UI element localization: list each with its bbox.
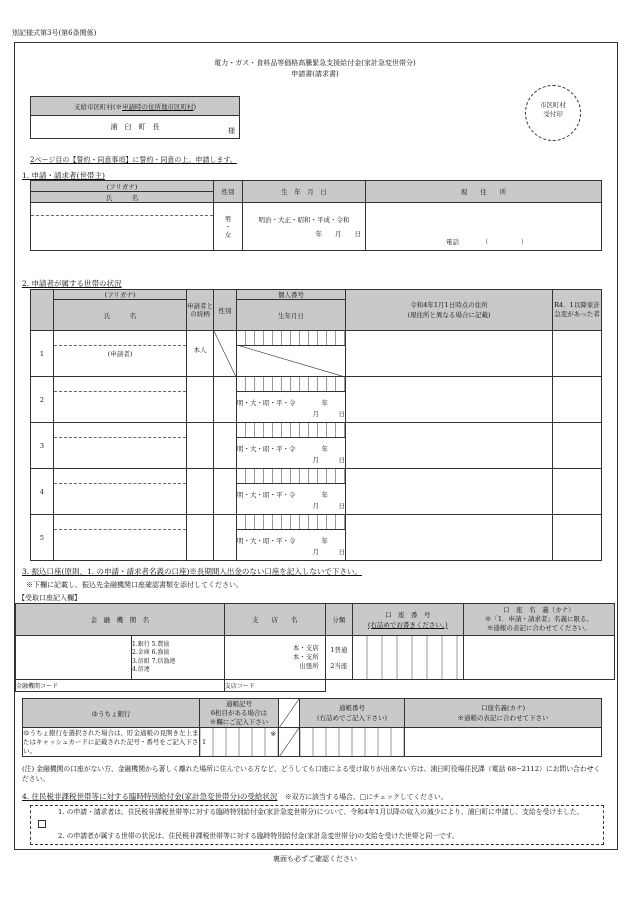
yucho-slash [279,728,300,757]
member-gender[interactable] [214,423,237,469]
branch-code-field[interactable]: 支店コード [224,680,325,692]
bank-code-field[interactable]: 金融機関コード [16,680,225,692]
member-gender[interactable] [214,331,237,377]
intro-text: 2ページ目の【誓約・同意事項】に誓約・同意の上、申請します。 [30,156,237,164]
member-id[interactable]: 明・大・昭・平・令 年 月 日 [237,469,346,515]
applicant-name-field[interactable] [31,203,214,251]
row-number: 5 [31,515,54,561]
applicant-dob[interactable]: 明治・大正・昭和・平成・令和 年 月 日 [243,203,366,251]
footer-note: 裏面も必ずご確認ください [273,855,357,863]
member-change[interactable] [553,377,602,423]
section1-title: 1. 申請・請求者(世帯主) [22,171,105,180]
section2-title: 2. 申請者が属する世帯の状況 [22,279,122,288]
member-id[interactable]: 明・大・昭・平・令 年 月 日 [237,515,346,561]
member-address[interactable] [346,515,553,561]
yucho-number-field[interactable] [300,728,405,757]
member-change[interactable] [553,331,602,377]
account-number-field[interactable] [352,636,463,680]
checkbox[interactable] [38,820,46,828]
applicant-table: (フリガナ) 性別 生 年 月 日 現 住 所 氏 名 男 ・ 女 明治・大正・昭和・平成・令和 年 月 日 電話 （ ） [30,180,602,251]
row-number: 1 [31,331,54,377]
applicant-gender[interactable]: 男 ・ 女 [214,203,243,251]
section3-note: ※下欄に記載し、振込先金融機関口座確認書類を添付してください。 [26,581,243,589]
member-relation[interactable] [187,377,214,423]
account-type-options[interactable]: 1普通 2当座 [325,636,352,680]
yucho-symbol-field[interactable]: 1 ※ [200,728,279,757]
member-relation[interactable] [187,469,214,515]
member-id[interactable] [237,331,346,377]
recipient-field[interactable]: 浦 臼 町 長 様 [31,116,240,139]
section3-sub: 【受取口座記入欄】 [18,594,81,602]
yucho-holder-field[interactable] [405,728,602,757]
bank-name-field[interactable] [16,636,132,680]
form-title: 電力・ガス・食料品等価格高騰緊急支援給付金(家計急変世帯分) 申請書(請求書) [214,59,416,78]
section4-line2: 2. の申請者が属する世帯の状況は、住民税非課税世帯等に対する臨時特別給付金(家計急変世帯分)の支給を受けた世帯と同一です。 [58,832,459,840]
recipient-label: 支給市区町村(※申請時の住所地市区町村) [31,97,240,116]
member-change[interactable] [553,423,602,469]
stamp-label: 受付印 [543,110,563,118]
yucho-slash [279,699,300,728]
member-address[interactable] [346,331,553,377]
form-number: 別記様式第3号(第6条関係) [12,29,97,37]
member-id[interactable]: 明・大・昭・平・令 年 月 日 [237,423,346,469]
member-name-field[interactable] [54,423,187,469]
row-number: 2 [31,377,54,423]
member-address[interactable] [346,377,553,423]
member-relation[interactable] [187,423,214,469]
yucho-note: ゆうちょ銀行を選択された場合は、貯金通帳の見開き左上またはキャッシュカードに記載された記号・番号をご記入下さい。 [23,728,199,755]
member-address[interactable] [346,469,553,515]
section3-title: 3. 振込口座(原則、1. の申請・請求者名義の口座)※長期間入出金のない口座を記入しないで下さい。 [22,567,362,576]
member-gender[interactable] [214,515,237,561]
applicant-address[interactable]: 電話 （ ） [366,203,602,251]
row-number: 4 [31,469,54,515]
member-gender[interactable] [214,377,237,423]
bank-table: 金 融 機 関 名 支 店 名 分類 口 座 番 号 (右詰めでお書きください。) 口 座 名 義（カナ） ※「1．申請・請求者」名義に限る。 ※通帳の表記に合わせてください。 1.銀行 5.農協 2.金庫 6.漁協 3.信組 7.信漁連 4.信連 本・支店 本・支所 出張所 1普通 2当座 金融機関コード 支店コード [15,603,615,692]
bank-footnote: (注) 金融機関の口座がない方、金融機関から著しく離れた場所に住んでいる方など、どうしても口座による受け取りが出来ない方は、浦臼町役場住民課（電話 68−2112）にお問い合わせください。 [22,765,601,783]
stamp-label: 市区町村 [540,101,566,109]
recipient-box [30,96,240,139]
branch-name-field[interactable]: 本・支店 本・支所 出張所 [224,636,325,680]
section4-title: 4. 住民税非課税世帯等に対する臨時特別給付金(家計急変世帯分)の受給状況 ※双方に該当する場合、□にチェックしてください。 [22,792,448,801]
member-id[interactable]: 明・大・昭・平・令 年 月 日 [237,377,346,423]
member-gender[interactable] [214,469,237,515]
account-holder-field[interactable] [463,636,614,680]
yucho-table: ゆうちょ銀行 通帳記号 6桁目がある場合は ※欄にご記入下さい 通帳番号 (右詰めでご記入下さい) 口座名義(カナ) ※通帳の表記に合わせて下さい ゆうちょ銀行を選択された場合は、貯金通帳の見開き左上またはキャッシュカードに記載された記号・番号をご記入下さい。 1 ※ [22,698,602,757]
member-relation[interactable] [187,515,214,561]
bank-type-options[interactable]: 1.銀行 5.農協 2.金庫 6.漁協 3.信組 7.信漁連 4.信連 [132,636,225,680]
row-number: 3 [31,423,54,469]
member-address[interactable] [346,423,553,469]
member-name-field[interactable]: (申請者) [54,331,187,377]
member-change[interactable] [553,515,602,561]
section4-line1: 1. の申請・請求者は、住民税非課税世帯等に対する臨時特別給付金(家計急変世帯分)について、令和4年1月以降の収入の減少により、浦臼町に申請し、支給を受けました。 [58,808,584,816]
member-change[interactable] [553,469,602,515]
member-relation[interactable]: 本人 [187,331,214,377]
member-name-field[interactable] [54,377,187,423]
member-name-field[interactable] [54,469,187,515]
member-name-field[interactable] [54,515,187,561]
household-table: (フリガナ) 申請者との続柄 性別 個人番号 令和4年1月1日時点の住所 (現住所と異なる場合に記載) R4．1以降家計急変があった者 氏 名 生年月日 1 (申請者) 本人 2 明・大・昭・平・令 年 月 日 3 明・大・昭・平・令 年 月 日 4 明・大・昭・平・令 年 月 日 5 明・大・昭・平・令 年 月 日 [30,289,602,561]
